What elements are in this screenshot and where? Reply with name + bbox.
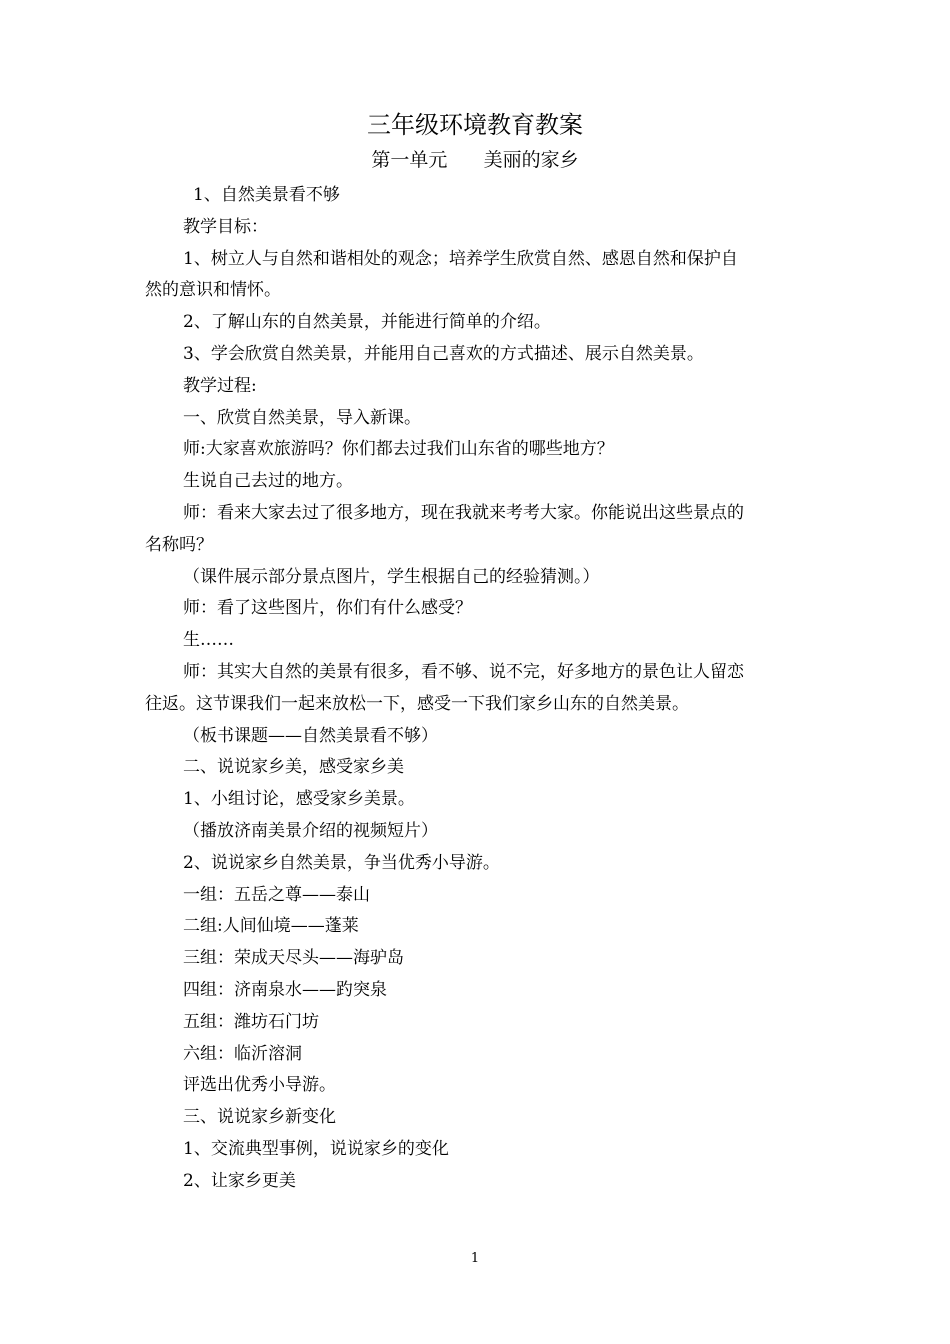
lesson-heading: 1、自然美景看不够 <box>193 185 340 205</box>
paragraph-line: 生说自己去过的地方。 <box>183 471 353 492</box>
paragraph-line: 师：看来大家去过了很多地方，现在我就来考考大家。你能说出这些景点的 <box>183 502 744 523</box>
paragraph-line: （课件展示部分景点图片，学生根据自己的经验猜测。） <box>183 566 600 587</box>
paragraph-line: 然的意识和情怀。 <box>145 280 281 301</box>
list-item: 三组：荣成天尽头——海驴岛 <box>183 948 404 969</box>
section-label: 教学目标： <box>183 216 268 237</box>
paragraph-line: 1、树立人与自然和谐相处的观念；培养学生欣赏自然、感恩自然和保护自 <box>183 248 738 269</box>
list-item: 五组：潍坊石门坊 <box>183 1011 319 1032</box>
paragraph-line: 二、说说家乡美，感受家乡美 <box>183 757 404 778</box>
page-number: 1 <box>470 1251 480 1266</box>
unit-title: 第一单元 美丽的家乡 <box>371 149 579 171</box>
paragraph-line: 师:大家喜欢旅游吗？你们都去过我们山东省的哪些地方？ <box>183 439 614 460</box>
document-title: 三年级环境教育教案 <box>367 111 583 139</box>
paragraph-line: 名称吗？ <box>145 534 213 555</box>
paragraph-line: 三、说说家乡新变化 <box>183 1107 336 1128</box>
list-item: 二组:人间仙境——蓬莱 <box>183 916 359 937</box>
paragraph-line: 师：其实大自然的美景有很多，看不够、说不完，好多地方的景色让人留恋 <box>183 661 744 682</box>
document-body <box>145 180 810 1198</box>
paragraph-line: 1、小组讨论，感受家乡美景。 <box>183 789 415 810</box>
paragraph-line: 一、欣赏自然美景，导入新课。 <box>183 407 421 428</box>
paragraph-line: 师：看了这些图片，你们有什么感受？ <box>183 598 472 619</box>
paragraph-line: 1、交流典型事例，说说家乡的变化 <box>183 1138 449 1159</box>
section-label: 教学过程: <box>183 375 257 396</box>
paragraph-line: 2、让家乡更美 <box>183 1170 296 1191</box>
paragraph-line: 评选出优秀小导游。 <box>183 1075 336 1096</box>
list-item: 四组：济南泉水——趵突泉 <box>183 979 387 1000</box>
paragraph-line: 2、了解山东的自然美景，并能进行简单的介绍。 <box>183 312 551 333</box>
paragraph-line: （播放济南美景介绍的视频短片） <box>183 820 438 841</box>
list-item: 六组：临沂溶洞 <box>183 1043 302 1064</box>
list-item: 一组：五岳之尊——泰山 <box>183 884 370 905</box>
paragraph-line: （板书课题——自然美景看不够） <box>183 725 438 746</box>
paragraph-line: 往返。这节课我们一起来放松一下，感受一下我们家乡山东的自然美景。 <box>145 693 689 714</box>
paragraph-line: 2、说说家乡自然美景，争当优秀小导游。 <box>183 852 500 873</box>
paragraph-line: 生…… <box>183 630 234 651</box>
paragraph-line: 3、学会欣赏自然美景，并能用自己喜欢的方式描述、展示自然美景。 <box>183 343 704 364</box>
